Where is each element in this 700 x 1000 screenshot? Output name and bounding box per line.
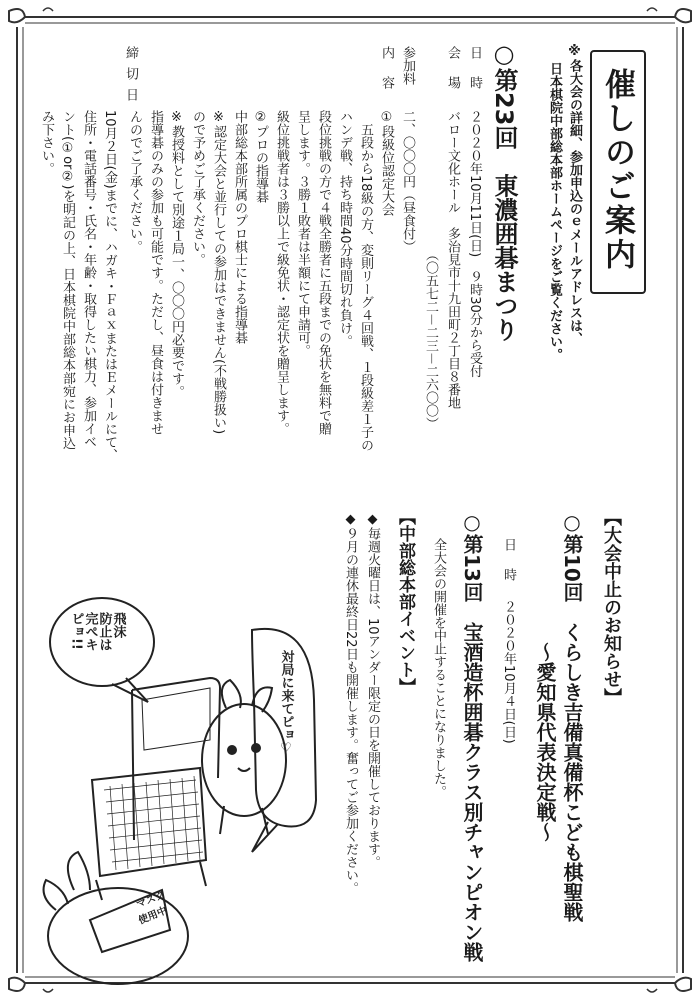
content-line: ①段級位認定大会 [379, 110, 394, 216]
deadline-label: 締切日 [123, 46, 138, 109]
cancel-event-b: ○第13回 宝酒造杯囲碁クラス別チャンピオン戦 [460, 510, 484, 962]
deadline-line: ント(①or②)を明記の上、日本棋院中部総本部宛にお申込 [60, 110, 75, 450]
content-line: ので予めご了承ください。 [190, 110, 205, 266]
cancel-date-value: ２０２０年10月４日(日) [501, 600, 516, 744]
cancel-note: 全大会の開催を中止することになりました。 [431, 538, 446, 798]
page-title: 催しのご案内 [599, 68, 635, 272]
event-title: ○第23回 東濃囲碁まつり [490, 40, 518, 342]
venue-label: 会 場 [445, 46, 460, 91]
content-line: 五段から18級の方、変則リーグ４回戦、１段級差１子の [358, 110, 373, 452]
partition [132, 678, 220, 840]
speech-left-text-4: ピョ!! [68, 612, 84, 650]
content-line: 級位挑戦者は３勝以上で級免状・認定状を贈呈します。 [274, 110, 289, 435]
chubu-item: ◆毎週火曜日は、10アンダー限定の日を開催しております。 [365, 512, 380, 869]
content-line: ※教授料として別途１局一、〇〇〇円必要です。 [169, 110, 184, 398]
fee-label: 参加料 [400, 46, 415, 85]
deadline-line: 住所・電話番号・氏名・年齢・取得したい棋力、参加イベ [81, 110, 96, 448]
content-line: ※認定大会と並行しての参加はできません(不戦勝扱い) [211, 110, 226, 435]
chubu-heading: 【中部総本部イベント】 [395, 508, 415, 695]
speech-right-text: 対局に来てピョ♡ [278, 650, 294, 756]
date-label: 日 時 [467, 46, 482, 91]
fee-value: 二、〇〇〇円（昼食付） [400, 110, 415, 253]
speech-left-text-3: 完ぺキ [82, 612, 98, 651]
speech-left-text-1: 飛沫 [110, 612, 126, 638]
date-value: ２０２０年10月11日(日) ９時30分から受付 [467, 110, 482, 378]
content-line: ②プロの指導碁 [253, 110, 268, 203]
venue-value: バロー文化ホール 多治見市十九田町２丁目８番地 [445, 110, 460, 409]
notice-line-1: ※各大会の詳細、参加申込のｅメールアドレスは、 [567, 44, 582, 345]
speech-left-text-2: 防止は [96, 612, 112, 651]
venue-tel: （〇五七二－二三－二六〇〇） [423, 248, 438, 431]
cancel-date-label: 日 時 [501, 538, 516, 583]
mask-label-1: マスク [135, 889, 167, 911]
rabbit-left [48, 888, 188, 984]
rabbit-go-illustration [30, 590, 330, 985]
content-line: 指導碁のみの参加も可能です。ただし、昼食は付きませ [148, 110, 163, 435]
content-line: ハンデ戦、持ち時間40分時間切れ負け。 [337, 110, 352, 348]
notice-line-2: 日本棋院中部総本部ホームページをご覧ください。 [547, 62, 562, 361]
content-line: んのでご了承ください。 [127, 110, 142, 253]
mask-label-2: 使用中 [137, 905, 169, 927]
deadline-line: み下さい。 [39, 110, 54, 175]
title-box [590, 50, 646, 294]
content-line: 段位挑戦の方で４戦全勝者に五段までの免状を無料で贈 [316, 110, 331, 435]
chubu-item: ◆９月の連休最終日22日も開催します。奮ってご参加ください。 [343, 512, 358, 895]
cancel-event-a: ○第10回 くらしき吉備真備杯こども棋聖戦 [560, 510, 584, 922]
content-line: 呈します。３勝１敗者は半額にて申請可。 [295, 110, 310, 357]
content-line: 中部総本部所属のプロ棋士による指導碁 [232, 110, 247, 344]
cancel-heading: 【大会中止のお知らせ】 [601, 508, 622, 706]
content-label: 内 容 [379, 46, 394, 91]
deadline-line: 10月２日(金)までに、ハガキ・ＦａｘまたはＥメールにて、 [102, 110, 117, 462]
cancel-event-a-subtitle: ～愛知県代表決定戦～ [533, 642, 557, 842]
rabbit-right [202, 704, 286, 816]
